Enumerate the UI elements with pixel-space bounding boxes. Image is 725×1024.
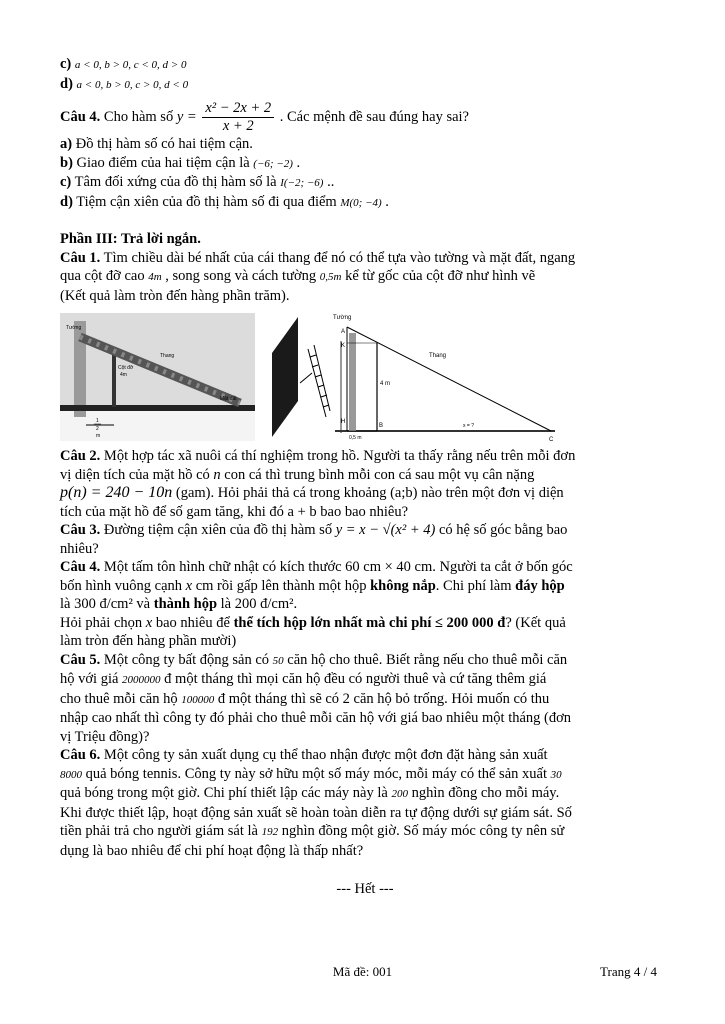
- page-number: Trang 4 / 4: [600, 964, 657, 979]
- label-half-unit: m: [96, 433, 101, 439]
- page-content: c) a < 0, b > 0, c < 0, d > 0 d) a < 0, b > 0, c > 0, d < 0 Câu 4. Cho hàm số y = $\frac{\text{x² − 2x + 2}}{x + 2}$ . Các mệnh đề sau đúng hay sai? a) Đồ thị hàm số có hai tiệm cận. b) Giao điểm của hai tiệm cận là (−6; −2) . c) Tâm đối xứng của đồ thị hàm số là I(−2; −6) .. d) Tiệm cận xiên của đồ thị hàm số đi qua điểm M(0; −4) . Phần III: Trả lời ngắn. Câu 1. Tìm chiều dài bé nhất của cái thang để nó có thể tựa vào tường và mặt đất, ngang qua cột đỡ cao 4m , song song và cách tường 0,5m kể từ gốc của cột đỡ như hình vẽ (Kết quả làm tròn đến hàng phần trăm). Tường Cột đỡ 4m Thang Mặt đất 1 2 m A K H B C 4 m 0,5 m x = ? Tường Thang Câu 2. Một hợp tác xã nuôi cá thí nghiệm trong hồ. Người ta thấy rằng nếu trên mỗi đơn vị diện tích của mặt hồ có n con cá thì trung bình mỗi con cá sau một vụ cân nặng p(n) = 240 − 10n (gam). Hỏi phải thả cá trong khoảng (a;b) nào trên một đơn vị diện tích của mặt hồ để số gam tăng, khi đó a + b bao bao nhiêu? Câu 3. Đường tiệm cận xiên của đồ thị hàm số y = x − √(x² + 4) có hệ số góc bằng bao nhiêu? Câu 4. Một tấm tôn hình chữ nhật có kích thước 60 cm × 40 cm. Người ta cắt ở bốn góc bốn hình vuông cạnh x cm rồi gấp lên thành một hộp không nắp. Chi phí làm đáy hộp là 300 đ/cm² và thành hộp là 200 đ/cm². Hỏi phải chọn x bao nhiêu để thể tích hộp lớn nhất mà chi phí ≤ 200 000 đ? (Kết quả làm tròn đến hàng phần mười) Câu 5. Một công ty bất động sản có 50 căn hộ cho thuê. Biết rằng nếu cho thuê mỗi căn hộ với giá 2000000 đ một tháng thì mọi căn hộ đều có người thuê và cứ tăng thêm giá cho thuê mỗi căn hộ 100000 đ một tháng thì sẽ có 2 căn hộ bỏ trống. Hỏi muốn có thu nhập cao nhất thì công ty đó phải cho thuê mỗi căn hộ với giá bao nhiêu một tháng (đơn vị Triệu đồng)? Câu 6. Một công ty sản xuất dụng cụ thể thao nhận được một đơn đặt hàng sản xuất 8000 quả bóng tennis. Công ty này sở hữu một số máy móc, mỗi máy có thể sản xuất 30 quả bóng trong một giờ. Chi phí thiết lập các máy này là 200 nghìn đồng cho mỗi máy. Khi được thiết lập, hoạt động sản xuất sẽ hoàn toàn diễn ra tự động dưới sự giám sát. Số tiền phải trả cho người giám sát là 192 nghìn đồng một giờ. Số máy móc công ty nên sử dụng là bao nhiêu để chi phí hoạt động là thấp nhất? --- Hết ---: [60, 55, 670, 899]
- label-wall-2: Tường: [333, 315, 352, 321]
- wall-ladder-sketch: [268, 313, 330, 441]
- short-q6: Câu 6. Một công ty sản xuất dụng cụ thể thao nhận được một đơn đặt hàng sản xuất: [60, 747, 548, 763]
- label-pillar: Cột đỡ: [118, 365, 134, 371]
- point-h: H: [341, 419, 346, 425]
- q4-b: b) Giao điểm của hai tiệm cận là (−6; −2) .: [60, 154, 301, 171]
- label-distance: 0,5 m: [349, 435, 362, 441]
- ladder-photo: [60, 313, 255, 441]
- short-q1: Câu 1. Tìm chiều dài bé nhất của cái thang để nó có thể tựa vào tường và mặt đất, ngang: [60, 249, 576, 266]
- label-height: 4 m: [380, 381, 391, 387]
- q4-c: c) Tâm đối xứng của đồ thị hàm số là I(−2; −6) ..: [60, 174, 335, 190]
- ladder-figure: [60, 313, 670, 441]
- exam-code: Mã đề: 001: [332, 964, 393, 979]
- short-q3: Câu 3. Đường tiệm cận xiên của đồ thị hàm số y = x − √(x² + 4) có hệ số góc bằng bao: [60, 522, 568, 538]
- weight-formula: p(n) = 240 − 10n: [60, 484, 173, 501]
- triangle-diagram: [335, 313, 555, 441]
- label-ladder-2: Thang: [429, 353, 447, 359]
- end-marker: --- Hết ---: [336, 881, 394, 897]
- label-wall-1: Tường: [66, 325, 82, 331]
- option-c: c) a < 0, b > 0, c < 0, d > 0: [60, 56, 187, 72]
- point-a: A: [341, 329, 346, 335]
- label-ground: Mặt đất: [220, 396, 237, 402]
- option-d: d) a < 0, b > 0, c > 0, d < 0: [60, 75, 189, 92]
- asymptote-formula: y = x − √(x² + 4): [335, 522, 436, 538]
- short-q2: Câu 2. Một hợp tác xã nuôi cá thí nghiệm trong hồ. Người ta thấy rằng nếu trên mỗi đơn: [60, 448, 576, 464]
- label-half-num: 1: [96, 418, 99, 424]
- short-q5: Câu 5. Một công ty bất động sản có 50 căn hộ cho thuê. Biết rằng nếu cho thuê mỗi căn: [60, 651, 568, 668]
- label-ladder-1: Thang: [160, 353, 175, 359]
- q4-d: d) Tiệm cận xiên của đồ thị hàm số đi qua điểm M(0; −4) .: [60, 193, 389, 210]
- label-half-den: 2: [96, 426, 99, 432]
- point-b: B: [379, 423, 384, 429]
- label-pillar-height: 4m: [120, 372, 127, 378]
- q4-a: a) Đồ thị hàm số có hai tiệm cận.: [60, 136, 253, 152]
- function-fraction: $\frac{\text{x² − 2x + 2}}{x + 2}$: [202, 100, 274, 135]
- question-4-stem: Câu 4. Cho hàm số y = $\frac{\text{x² − 2x + 2}}{x + 2}$ . Các mệnh đề sau đúng hay sai?: [60, 100, 469, 134]
- short-q4: Câu 4. Một tấm tôn hình chữ nhật có kích thước 60 cm × 40 cm. Người ta cắt ở bốn góc: [60, 559, 573, 575]
- label-unknown: x = ?: [463, 423, 474, 429]
- point-c: C: [549, 437, 554, 443]
- part-3-title: Phần III: Trả lời ngắn.: [60, 231, 201, 247]
- point-k: K: [341, 343, 346, 349]
